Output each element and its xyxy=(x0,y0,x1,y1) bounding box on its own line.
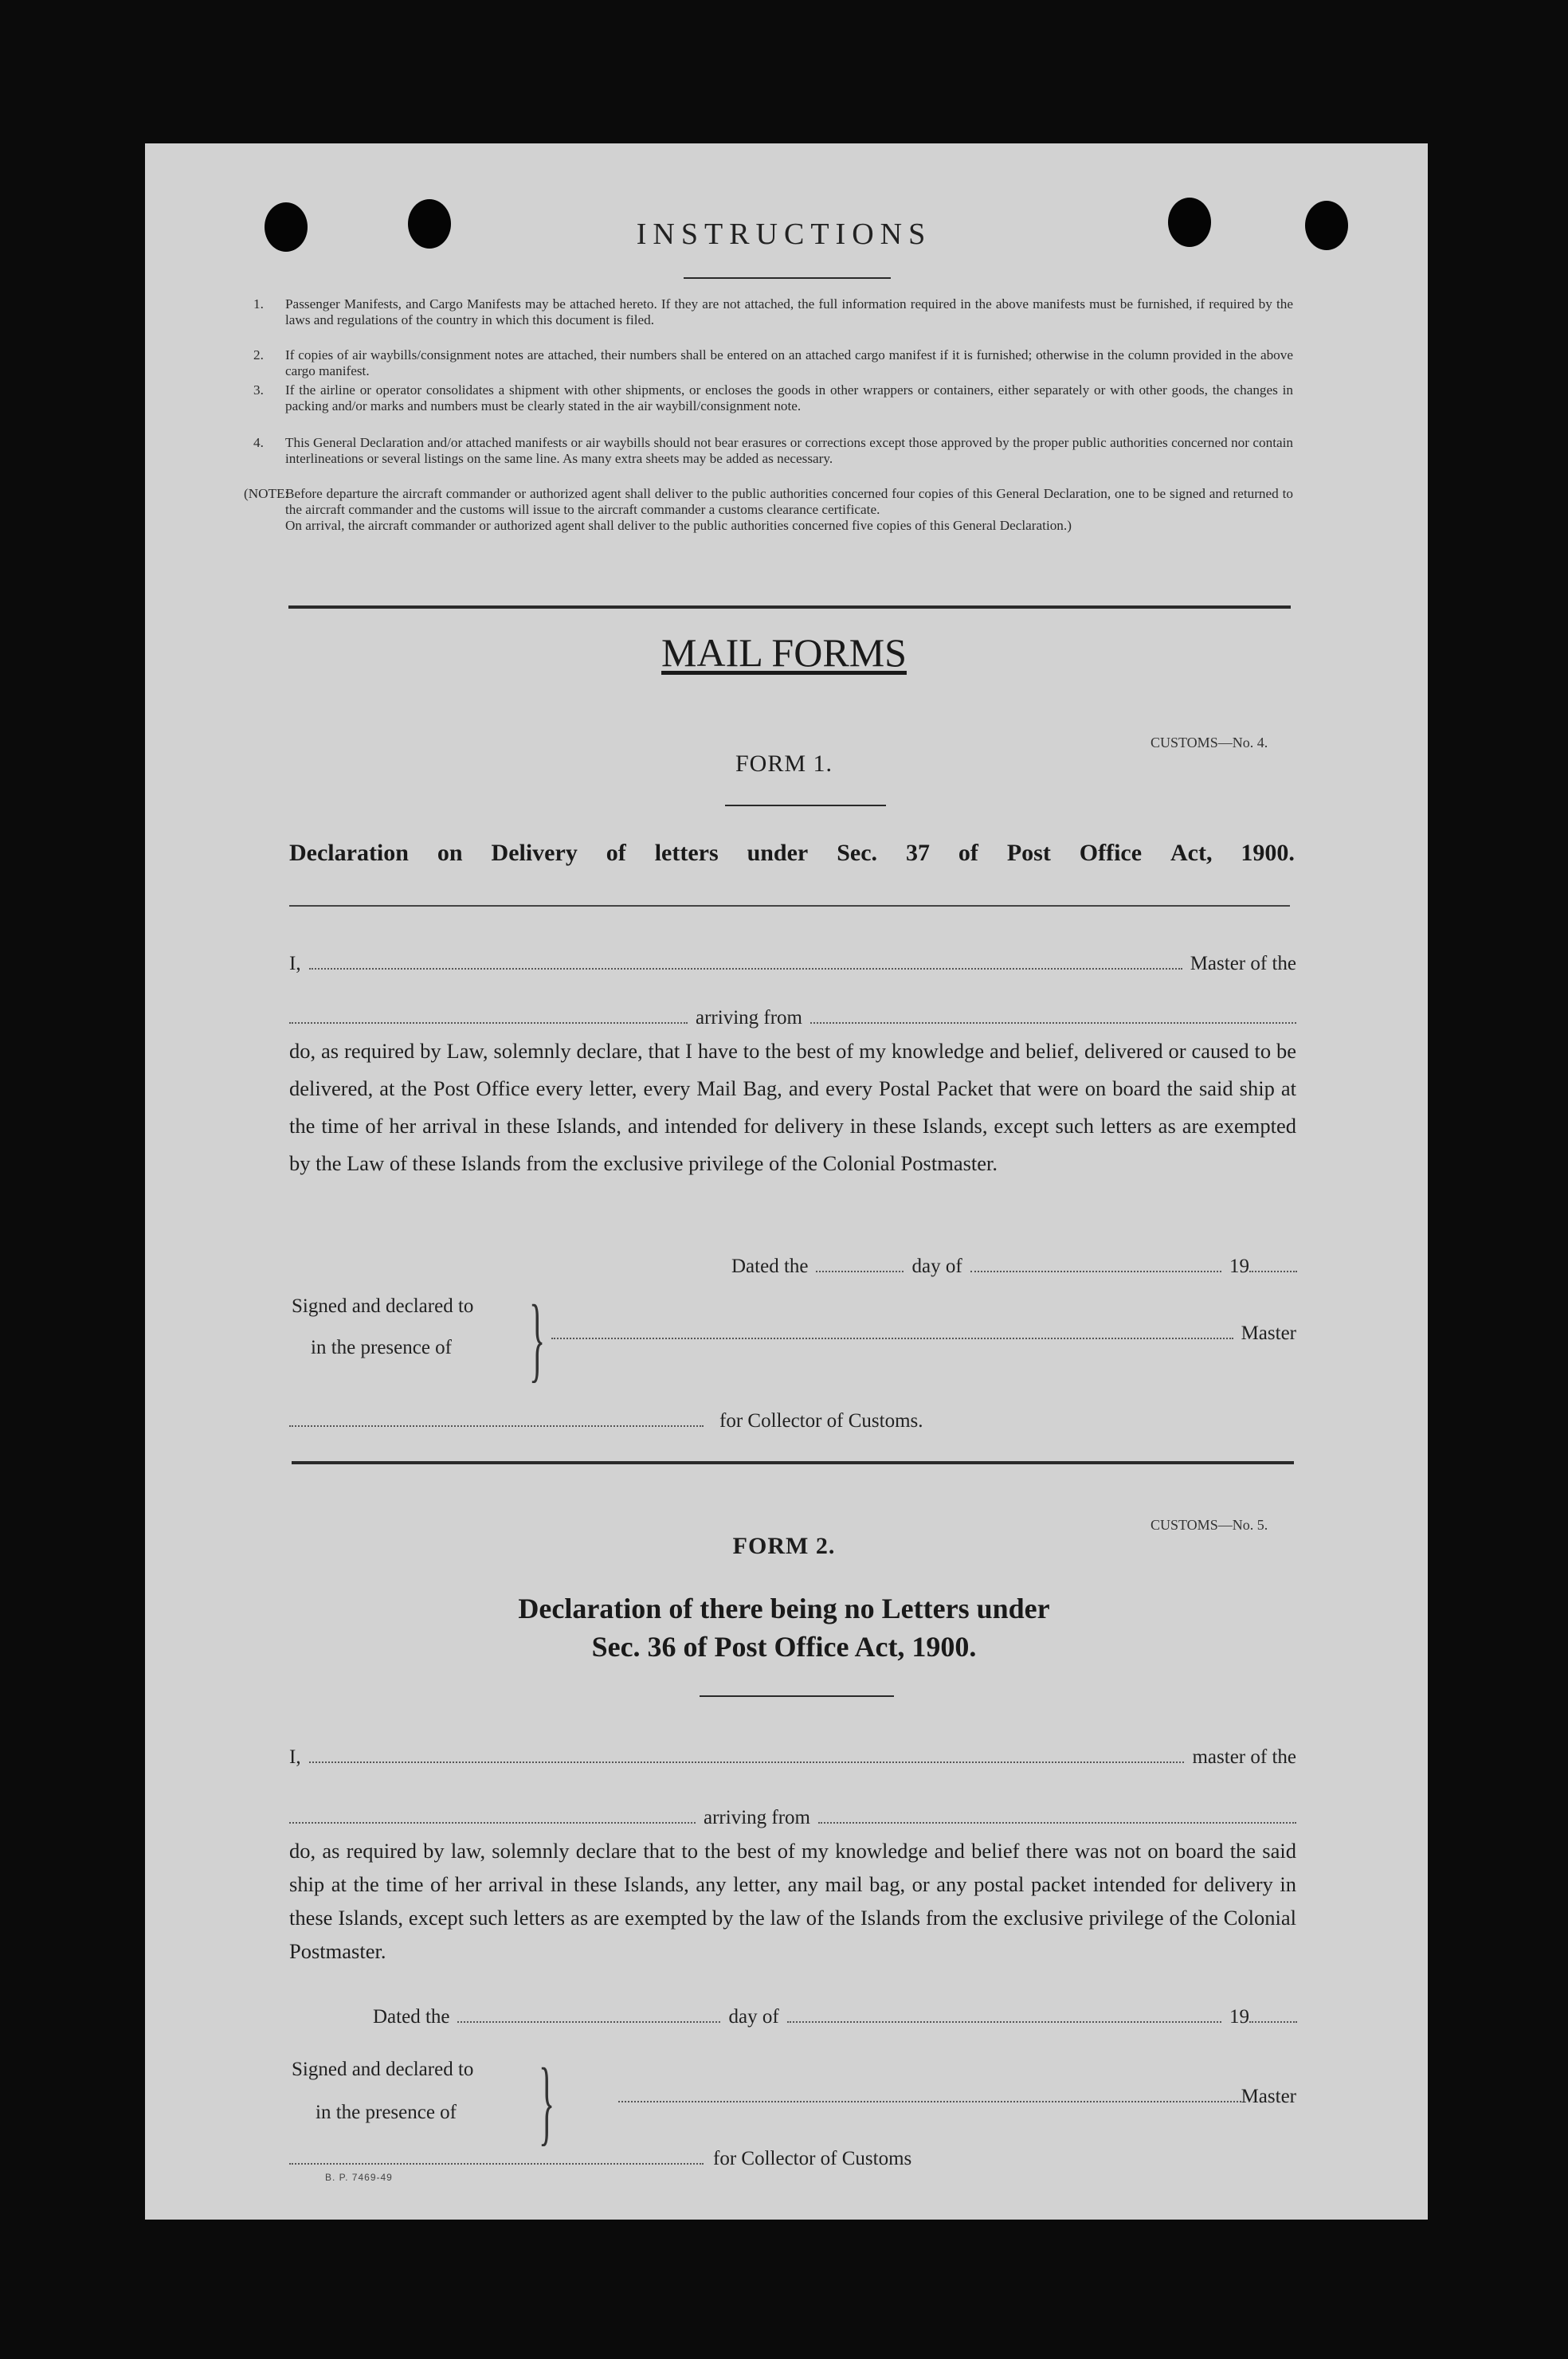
label-dated-the: Dated the xyxy=(373,2006,450,2028)
label-master: Master xyxy=(1241,1323,1296,1344)
heading-word: Post xyxy=(1006,840,1051,866)
divider xyxy=(725,805,886,806)
label-master: Master xyxy=(1241,2086,1296,2107)
collector-signature-field[interactable] xyxy=(289,1405,704,1427)
form1-heading xyxy=(289,840,1295,867)
date-month-field[interactable] xyxy=(970,1251,1221,1272)
label-arriving-from: arriving from xyxy=(696,1007,802,1029)
heading-word: Act, xyxy=(1170,840,1213,866)
form1-master-line xyxy=(289,948,1296,975)
footer-code: B. P. 7469-49 xyxy=(325,2172,393,2183)
label-arriving-from: arriving from xyxy=(704,1807,810,1828)
heading-word: 37 xyxy=(905,840,930,866)
heading-word: under xyxy=(747,840,809,866)
date-year-field[interactable] xyxy=(1249,1251,1297,1272)
instructions-title: INSTRUCTIONS xyxy=(636,217,932,251)
label-dated-the: Dated the xyxy=(731,1256,809,1277)
divider xyxy=(700,1695,894,1697)
label-day-of: day of xyxy=(911,1256,962,1277)
heading-word: of xyxy=(606,840,626,866)
instruction-text: This General Declaration and/or attached manifests or air waybills should not bear erasures or corrections except those approved by the proper public authorities concerned nor contain interlineations or several listings on the same line. As many extra sheets may be added as necessary. xyxy=(285,435,1293,466)
instruction-item xyxy=(253,435,1293,467)
heading-word: 1900. xyxy=(1241,840,1295,866)
instruction-item xyxy=(253,347,1293,379)
heading-word: letters xyxy=(654,840,719,866)
instruction-item xyxy=(253,296,1293,328)
label-day-of: day of xyxy=(728,2006,779,2028)
instruction-number: 4. xyxy=(253,435,264,450)
master-signature-field[interactable] xyxy=(618,2081,1241,2102)
form1-customs-no: CUSTOMS—No. 4. xyxy=(1151,735,1268,750)
note-label: (NOTE: xyxy=(244,486,289,501)
arriving-from-field[interactable] xyxy=(818,1802,1296,1824)
brace: } xyxy=(529,1285,546,1391)
form2-declaration-text: do, as required by law, solemnly declare that to the best of my knowledge and belief there was not on board the said ship at the time of her arrival in these Islands, any letter, any mail bag, or any postal packet intended for delivery in these Islands, except such letters as are exempted by the law of the Islands from the exclusive privilege of the Colonial Postmaster. xyxy=(289,1839,1296,1963)
form2-label: FORM 2. xyxy=(732,1533,836,1559)
heading-word: Delivery xyxy=(491,840,578,866)
brace: } xyxy=(539,2048,555,2154)
label-master-of-the: Master of the xyxy=(1190,953,1296,974)
instruction-text: If copies of air waybills/consignment notes are attached, their numbers shall be entered on an attached cargo manifest if it is furnished; otherwise in the column provided in the above cargo manifest. xyxy=(285,347,1293,378)
form1-arriving-line xyxy=(289,1002,1296,1029)
note-text: Before departure the aircraft commander or authorized agent shall deliver to the public authorities concerned four copies of this General Declaration, one to be signed and returned to the aircraft commander and the customs will issue to the aircraft commander a customs clearance certificate. xyxy=(285,486,1293,517)
instruction-text: If the airline or operator consolidates a shipment with other shipments, or encloses the goods in other wrappers or containers, either separately or with other goods, the changes in packing and/or marks and numbers must be clearly stated in the air waybill/consignment note. xyxy=(285,382,1293,413)
label-i: I, xyxy=(289,1746,301,1768)
ship-name-field[interactable] xyxy=(289,1002,688,1024)
form2-collector-line xyxy=(289,2143,911,2170)
label-i: I, xyxy=(289,953,301,974)
form2-signed-label: Signed and declared to xyxy=(292,2059,474,2080)
label-year: 19 xyxy=(1229,1256,1249,1277)
master-name-field[interactable] xyxy=(309,948,1182,970)
arriving-from-field[interactable] xyxy=(810,1002,1296,1024)
section-rule xyxy=(292,1461,1294,1464)
divider xyxy=(289,905,1290,907)
form2-dated-line xyxy=(373,2001,1297,2028)
label-master-of-the: master of the xyxy=(1192,1746,1296,1768)
collector-signature-field[interactable] xyxy=(289,2143,704,2165)
master-name-field[interactable] xyxy=(309,1742,1185,1763)
date-year-field[interactable] xyxy=(1249,2001,1297,2023)
instruction-number: 1. xyxy=(253,296,264,312)
form1-master-sign-line xyxy=(551,1318,1296,1345)
mail-forms-title: MAIL FORMS xyxy=(661,630,907,675)
ship-name-field[interactable] xyxy=(289,1802,696,1824)
instruction-item xyxy=(253,382,1293,414)
instruction-number: 3. xyxy=(253,382,264,398)
form2-master-line xyxy=(289,1742,1296,1769)
form1-label: FORM 1. xyxy=(735,750,833,777)
instruction-text: Passenger Manifests, and Cargo Manifests may be attached hereto. If they are not attached, the full information required in the above manifests must be furnished, if required by the laws and regulations of the country in which this document is filed. xyxy=(285,296,1293,327)
form1-presence-label: in the presence of xyxy=(311,1337,453,1358)
form1-declaration-text: do, as required by Law, solemnly declare, that I have to the best of my knowledge and belief, delivered or caused to be delivered, at the Post Office every letter, every Mail Bag, and every Postal Packet that were on board the said ship at the time of her arrival in these Islands, and intended for delivery in these Islands, except such letters as are exempted by the Law of these Islands from the exclusive privilege of the Colonial Postmaster. xyxy=(289,1039,1296,1175)
form2-presence-label: in the presence of xyxy=(316,2102,457,2123)
form1-signed-label: Signed and declared to xyxy=(292,1295,474,1317)
instruction-number: 2. xyxy=(253,347,264,362)
heading-word: Office xyxy=(1079,840,1143,866)
label-year: 19 xyxy=(1229,2006,1249,2028)
instruction-note xyxy=(244,486,1293,534)
form1-dated-line xyxy=(731,1251,1297,1278)
note-text-arrival: On arrival, the aircraft commander or authorized agent shall deliver to the public authorities concerned five copies of this General Declaration.) xyxy=(285,518,1072,533)
heading-word: of xyxy=(958,840,978,866)
heading-word: Declaration xyxy=(289,840,409,866)
label-for-collector: for Collector of Customs xyxy=(713,2148,912,2169)
form2-master-sign-line xyxy=(618,2081,1296,2108)
date-day-field[interactable] xyxy=(457,2001,720,2023)
form2-arriving-line xyxy=(289,1802,1296,1829)
label-for-collector: for Collector of Customs. xyxy=(719,1410,923,1432)
form1-collector-line xyxy=(289,1405,923,1432)
date-day-field[interactable] xyxy=(816,1251,904,1272)
section-rule xyxy=(288,605,1291,609)
date-month-field[interactable] xyxy=(787,2001,1221,2023)
heading-word: on xyxy=(437,840,463,866)
form2-customs-no: CUSTOMS—No. 5. xyxy=(1151,1517,1268,1533)
form2-heading-line2: Sec. 36 of Post Office Act, 1900. xyxy=(591,1631,977,1663)
form2-heading-line1: Declaration of there being no Letters under xyxy=(518,1593,1050,1624)
heading-word: Sec. xyxy=(837,840,878,866)
master-signature-field[interactable] xyxy=(551,1318,1233,1339)
divider xyxy=(684,277,891,279)
